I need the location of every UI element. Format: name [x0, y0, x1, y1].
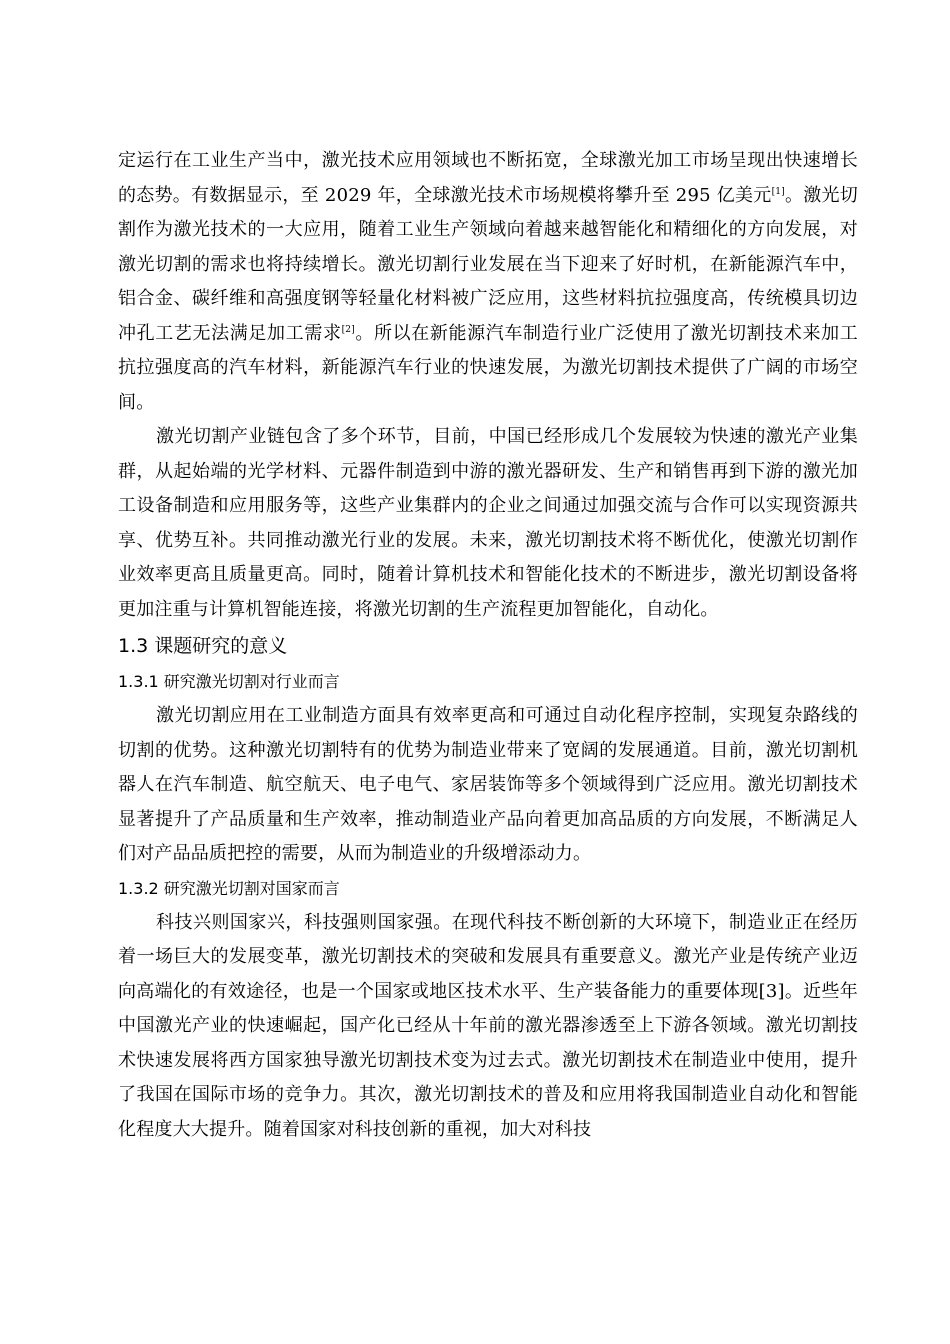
paragraph-industry-significance: 激光切割应用在工业制造方面具有效率更高和可通过自动化程序控制，实现复杂路线的切割的优势。这种激光切割特有的优势为制造业带来了宽阔的发展通道。目前，激光切割机器人在汽车制造、航空航天、电子电气、家居装饰等多个领域得到广泛应用。激光切割技术显著提升了产品质量和生产效率，推动制造业产品向着更加高品质的方向发展，不断满足人们对产品品质把控的需要，从而为制造业的升级增添动力。	[118, 705, 858, 864]
section-heading: 1.3 课题研究的意义	[118, 635, 288, 657]
subsection-heading: 1.3.2 研究激光切割对国家而言	[118, 878, 340, 898]
paragraph-text: 定运行在工业生产当中，激光技术应用领域也不断拓宽，全球激光加工市场呈现出快速增长的态势。有数据显示，至 2029 年，全球激光技术市场规模将攀升至 295 亿美元	[118, 150, 858, 206]
citation-ref: [2]	[341, 324, 355, 335]
document-page	[118, 144, 858, 1147]
citation-ref: [1]	[771, 186, 785, 197]
paragraph-text: 。激光切割作为激光技术的一大应用，随着工业生产领域向着越来越智能化和精细化的方向发展，对激光切割的需求也将持续增长。激光切割行业发展在当下迎来了好时机，在新能源汽车中，铝合金、碳纤维和高强度钢等轻量化材料被广泛应用，这些材料抗拉强度高，传统模具切边冲孔工艺无法满足加工需求	[118, 184, 858, 344]
paragraph-market-growth	[118, 144, 858, 420]
subsection-heading: 1.3.1 研究激光切割对行业而言	[118, 672, 340, 691]
paragraph-national-significance: 科技兴则国家兴，科技强则国家强。在现代科技不断创新的大环境下，制造业正在经历着一场巨大的发展变革，激光切割技术的突破和发展具有重要意义。激光产业是传统产业迈向高端化的有效途径，也是一个国家或地区技术水平、生产装备能力的重要体现[3]。近些年中国激光产业的快速崛起，国产化已经从十年前的激光器渗透至上下游各领域。激光切割技术快速发展将西方国家独导激光切割技术变为过去式。激光切割技术在制造业中使用，提升了我国在国际市场的竞争力。其次，激光切割技术的普及和应用将我国制造业自动化和智能化程度大大提升。随着国家对科技创新的重视，加大对科技	[118, 911, 858, 1140]
paragraph-text: 。所以在新能源汽车制造行业广泛使用了激光切割技术来加工抗拉强度高的汽车材料，新能源汽车行业的快速发展，为激光切割技术提供了广阔的市场空间。	[118, 322, 858, 413]
paragraph-industry-chain: 激光切割产业链包含了多个环节，目前，中国已经形成几个发展较为快速的激光产业集群，从起始端的光学材料、元器件制造到中游的激光器研发、生产和销售再到下游的激光加工设备制造和应用服务等，这些产业集群内的企业之间通过加强交流与合作可以实现资源共享、优势互补。共同推动激光行业的发展。未来，激光切割技术将不断优化，使激光切割作业效率更高且质量更高。同时，随着计算机技术和智能化技术的不断进步，激光切割设备将更加注重与计算机智能连接，将激光切割的生产流程更加智能化，自动化。	[118, 426, 858, 620]
